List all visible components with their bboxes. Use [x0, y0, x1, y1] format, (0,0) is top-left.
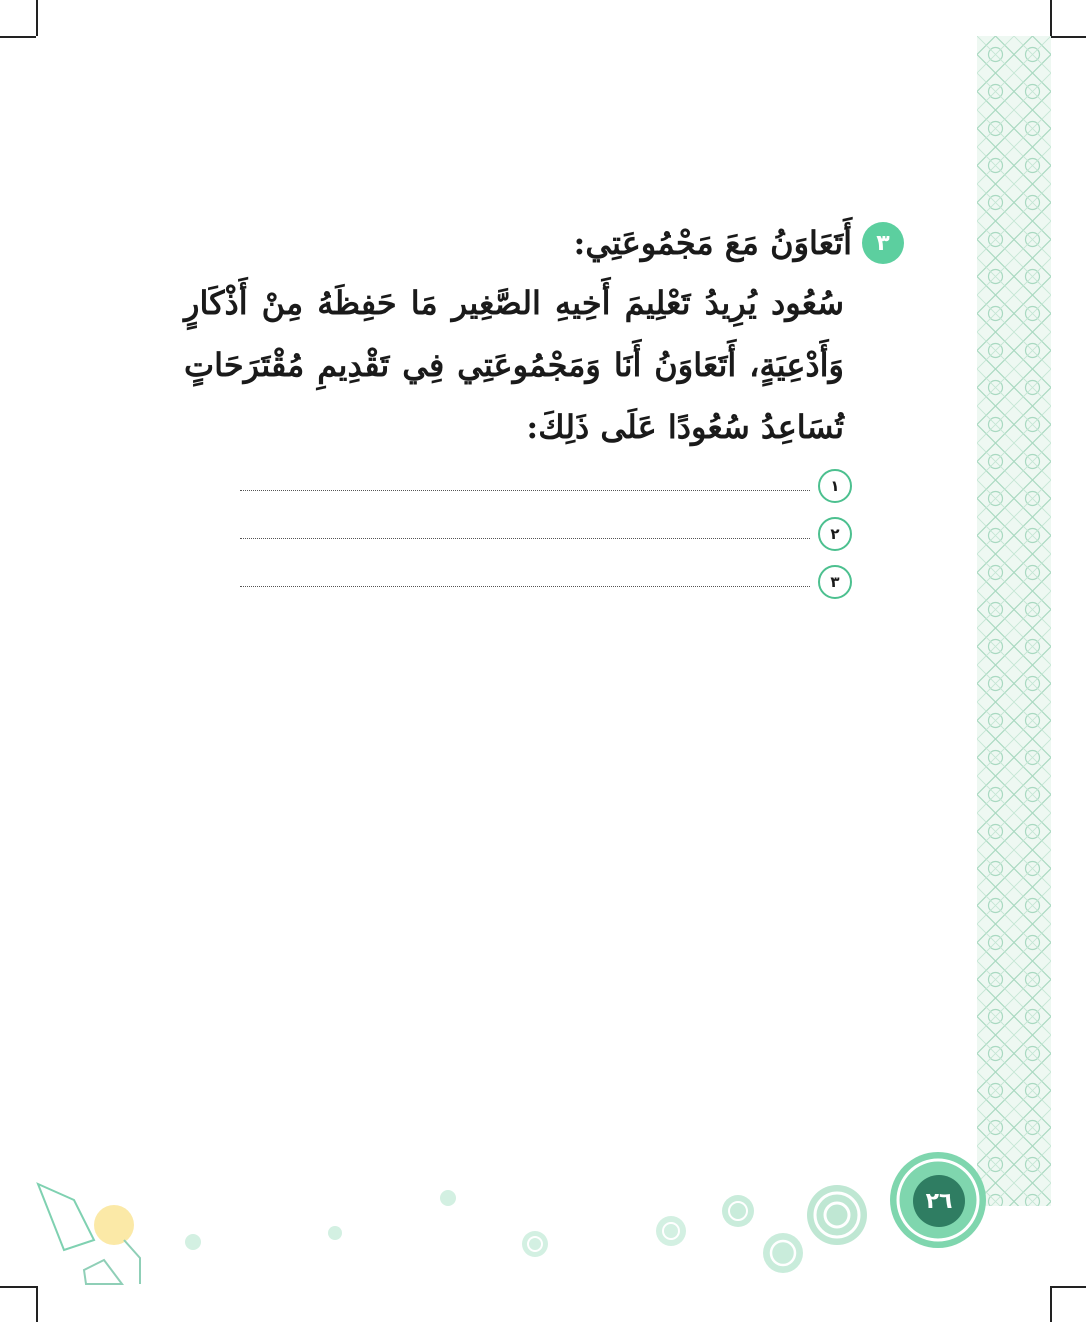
crop-mark	[36, 0, 38, 36]
crop-mark	[0, 1286, 36, 1288]
answer-writing-line[interactable]	[240, 490, 810, 491]
exercise-title: أَتَعَاوَنُ مَعَ مَجْمُوعَتِي:	[573, 224, 852, 262]
answer-list	[184, 462, 904, 606]
rosette-ornament-icon	[721, 1194, 755, 1228]
rosette-ornament-icon	[762, 1232, 804, 1274]
corner-geometric-ornament-icon	[34, 1180, 144, 1290]
answer-writing-line[interactable]	[240, 586, 810, 587]
answer-number: ١	[818, 469, 852, 503]
exercise-header	[184, 222, 904, 264]
crop-mark	[0, 36, 36, 38]
crop-mark	[36, 1286, 38, 1322]
side-ornament-band	[977, 36, 1051, 1206]
page-number: ٢٦	[913, 1175, 965, 1227]
page-number-ornament	[888, 1150, 988, 1250]
rosette-ornament-icon	[439, 1189, 457, 1207]
rosette-ornament-icon	[327, 1225, 343, 1241]
exercise-prompt: سُعُود يُرِيدُ تَعْلِيمَ أَخِيهِ الصَّغِير مَا حَفِظَهُ مِنْ أَذْكَارٍ وَأَدْعِيَةٍ، أَتَعَاوَنُ أَنَا وَمَجْمُوعَتِي فِي تَقْدِيمِ مُقْتَرَحَاتٍ تُسَاعِدُ سُعُودًا عَلَى ذَلِكَ:	[184, 284, 844, 446]
rosette-ornament-icon	[184, 1233, 202, 1251]
answer-row	[184, 558, 852, 606]
crop-mark	[1050, 0, 1052, 36]
answer-row	[184, 510, 852, 558]
rosette-ornament-icon	[805, 1183, 869, 1247]
answer-writing-line[interactable]	[240, 538, 810, 539]
exercise-cooperate-with-group	[184, 222, 904, 606]
answer-row	[184, 462, 852, 510]
rosette-ornament-icon	[521, 1230, 549, 1258]
exercise-number-badge: ٣	[862, 222, 904, 264]
rosette-ornament-icon	[655, 1215, 687, 1247]
crop-mark	[1050, 1286, 1052, 1322]
answer-number: ٣	[818, 565, 852, 599]
answer-number: ٢	[818, 517, 852, 551]
crop-mark	[1050, 1286, 1086, 1288]
crop-mark	[1050, 36, 1086, 38]
